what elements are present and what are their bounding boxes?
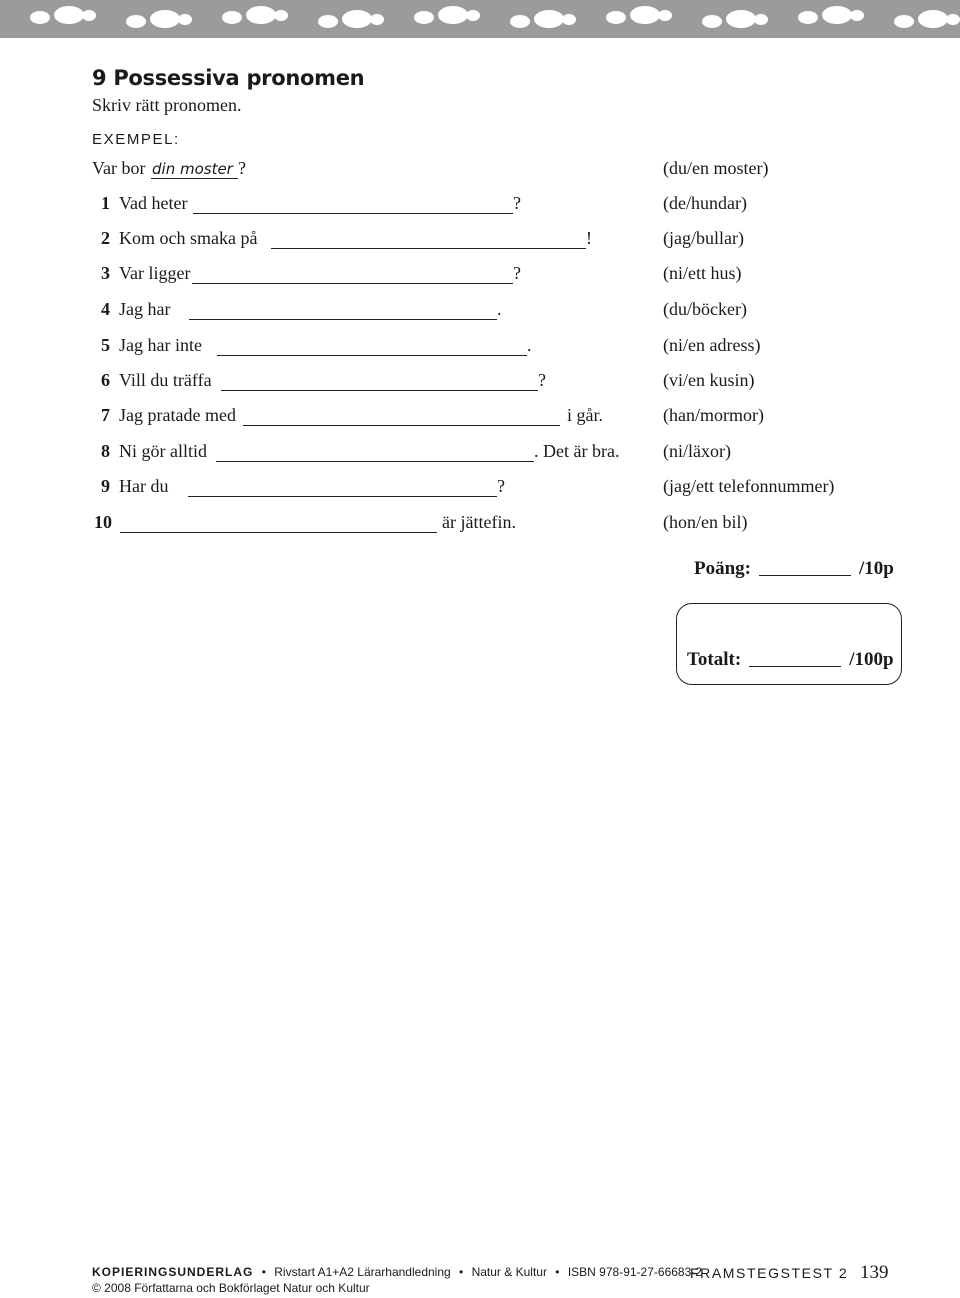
footprint-icon [630,6,660,24]
footprint-icon [274,10,288,21]
footer-isbn: ISBN 978-91-27-66683-2 [567,1265,702,1279]
footer-copyright: © 2008 Författarna och Bokförlaget Natur och Kultur [92,1281,370,1295]
exercise-heading [92,66,364,90]
answer-blank[interactable] [271,248,586,249]
question-text-before: Har du [119,476,169,496]
footprint-icon [850,10,864,21]
footprint-icon [510,15,530,28]
footprint-icon [178,14,192,25]
question-hint: (hon/en bil) [663,512,748,532]
question-hint: (ni/en adress) [663,335,761,355]
footprint-banner [0,0,960,38]
footprint-icon [702,15,722,28]
question-text-before: Jag har [119,299,171,319]
example-hint: (du/en moster) [663,158,769,178]
question-number: 6 [101,370,110,390]
footer-book: Rivstart A1+A2 Lärarhandledning [274,1265,451,1279]
total-label: Totalt: [687,649,742,670]
question-row [0,370,960,396]
question-hint: (ni/läxor) [663,441,731,461]
question-number: 2 [101,228,110,248]
answer-blank[interactable] [243,425,560,426]
question-row [0,193,960,219]
footprint-icon [754,14,768,25]
answer-blank[interactable] [217,355,527,356]
footprint-icon [822,6,852,24]
footprint-icon [726,10,756,28]
total-line [687,649,894,671]
page-number: 139 [860,1262,889,1283]
example-underline [151,178,238,179]
footprint-icon [946,14,960,25]
footprint-icon [150,10,180,28]
question-number: 4 [101,299,110,319]
question-text-before: Kom och smaka på [119,228,258,248]
footer-publisher: Natur & Kultur [471,1265,547,1279]
question-text-before: Jag har inte [119,335,202,355]
question-text-before: Vill du träffa [119,370,212,390]
example-text-before: Var bor [92,158,146,178]
total-max: /100p [849,649,894,670]
question-text-after: . [527,335,532,355]
question-row [0,263,960,289]
question-text-before: Var ligger [119,263,191,283]
footprint-icon [918,10,948,28]
question-text-after: ? [538,370,546,390]
total-box [676,603,902,685]
footprint-icon [894,15,914,28]
question-text-after: är jättefin. [442,512,516,532]
answer-blank[interactable] [216,461,534,462]
footer-separator: • [261,1265,266,1279]
answer-blank[interactable] [192,283,513,284]
footprint-icon [562,14,576,25]
footprint-icon [82,10,96,21]
question-text-after: . [497,299,502,319]
footprint-icon [414,11,434,24]
footprint-icon [318,15,338,28]
exercise-instruction: Skriv rätt pronomen. [92,95,242,115]
footer-brand: KOPIERINGSUNDERLAG [92,1265,254,1279]
question-hint: (de/hundar) [663,193,747,213]
question-number: 10 [94,512,112,532]
question-number: 5 [101,335,110,355]
footprint-icon [466,10,480,21]
exercise-title: Possessiva pronomen [113,66,365,90]
exercise-number: 9 [92,66,107,90]
footer-test-label: FRAMSTEGSTEST 2 [690,1265,849,1281]
score-blank[interactable] [759,575,851,576]
question-row [0,228,960,254]
question-row [0,299,960,325]
footprint-icon [798,11,818,24]
score-max: /10p [859,558,894,579]
footprint-icon [246,6,276,24]
footprint-icon [370,14,384,25]
question-text-after: ? [497,476,505,496]
footprint-icon [438,6,468,24]
footer-separator: • [555,1265,560,1279]
question-number: 1 [101,193,110,213]
question-hint: (han/mormor) [663,405,764,425]
score-label: Poäng: [694,558,751,579]
footer-credits [92,1265,702,1279]
footprint-icon [126,15,146,28]
answer-blank[interactable] [120,532,437,533]
question-text-after: ! [586,228,592,248]
question-text-after: ? [513,193,521,213]
footprint-icon [54,6,84,24]
question-row [0,441,960,467]
answer-blank[interactable] [189,319,497,320]
question-number: 7 [101,405,110,425]
footprint-icon [658,10,672,21]
question-row [0,476,960,502]
question-number: 3 [101,263,110,283]
example-label: EXEMPEL: [92,131,180,148]
question-number: 9 [101,476,110,496]
question-row [0,335,960,361]
question-row [0,512,960,538]
answer-blank[interactable] [188,496,497,497]
question-hint: (du/böcker) [663,299,747,319]
footprint-icon [606,11,626,24]
question-text-before: Ni gör alltid [119,441,207,461]
footprint-icon [342,10,372,28]
question-hint: (jag/bullar) [663,228,744,248]
footprint-icon [30,11,50,24]
answer-blank[interactable] [221,390,538,391]
answer-blank[interactable] [193,213,513,214]
question-text-after: i går. [567,405,603,425]
question-text-before: Jag pratade med [119,405,236,425]
question-hint: (vi/en kusin) [663,370,755,390]
question-text-after: ? [513,263,521,283]
example-answer: din moster [152,160,233,178]
footprint-icon [222,11,242,24]
question-text-before: Vad heter [119,193,188,213]
footer-separator: • [459,1265,464,1279]
example-row [0,158,960,184]
question-number: 8 [101,441,110,461]
question-text-after: . Det är bra. [534,441,620,461]
total-blank[interactable] [749,666,841,667]
footprint-icon [534,10,564,28]
score-line [694,558,894,580]
question-hint: (ni/ett hus) [663,263,742,283]
example-text-after: ? [238,158,246,178]
question-row [0,405,960,431]
question-hint: (jag/ett telefonnummer) [663,476,835,496]
